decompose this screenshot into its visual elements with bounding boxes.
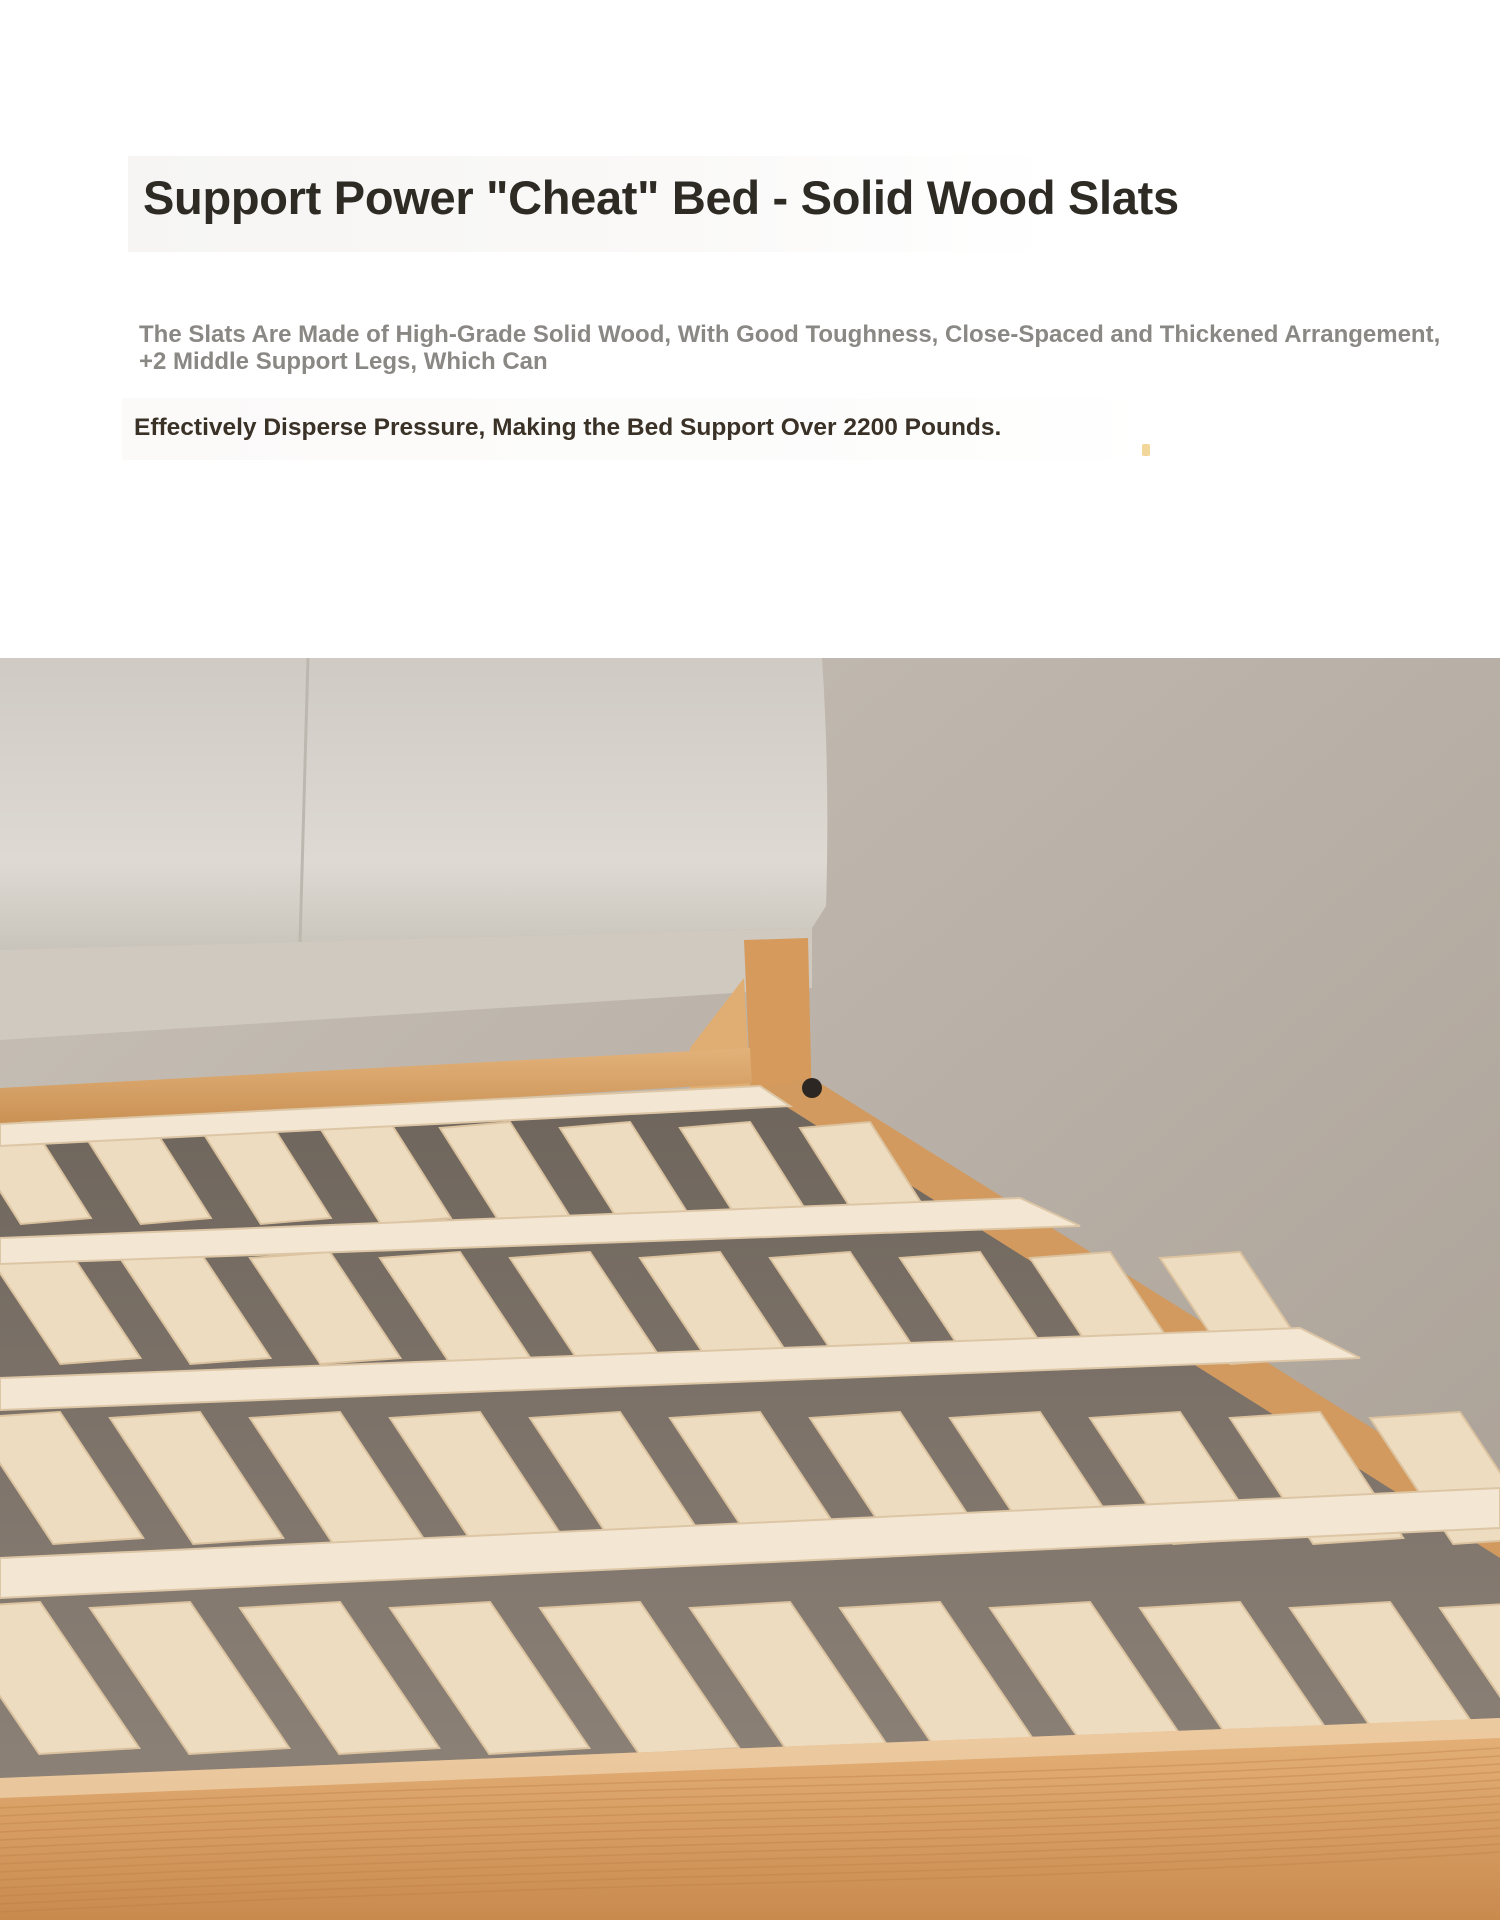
product-tagline: Effectively Disperse Pressure, Making the Bed Support Over 2200 Pounds. bbox=[134, 414, 1002, 441]
product-description: The Slats Are Made of High-Grade Solid Wood, With Good Toughness, Close-Spaced and Thickened Arrangement, +2 Middle Support Legs, Which Can bbox=[139, 321, 1441, 375]
tagline-accent-mark bbox=[1142, 444, 1150, 456]
headboard-cushion bbox=[0, 658, 827, 950]
product-text-section bbox=[0, 0, 1500, 658]
bolt-cover bbox=[802, 1078, 822, 1098]
bed-slats-photo bbox=[0, 658, 1500, 1920]
product-headline: Support Power "Cheat" Bed - Solid Wood Slats bbox=[143, 171, 1179, 224]
